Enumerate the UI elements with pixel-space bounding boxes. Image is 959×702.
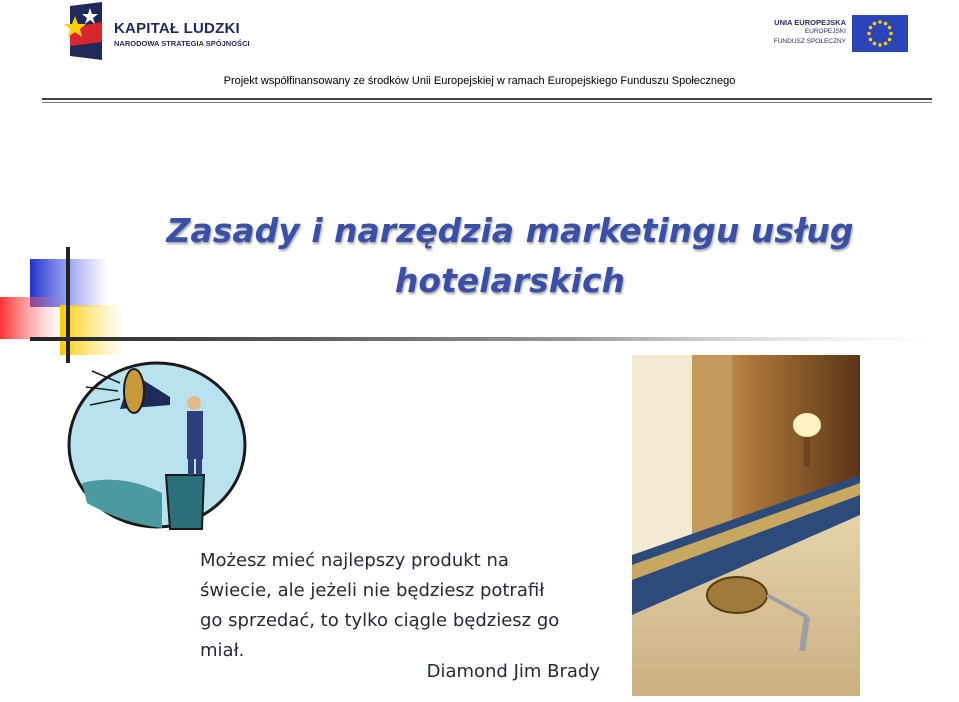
- logo-subtitle: NARODOWA STRATEGIA SPÓJNOŚCI: [114, 39, 250, 48]
- title-line-1: Zasady i narzędzia marketingu usług: [166, 211, 854, 250]
- slide-title: [140, 206, 880, 306]
- quote-line-3: go sprzedać, to tylko ciągle będziesz go: [200, 610, 560, 631]
- megaphone-man-clipart: [62, 353, 252, 533]
- quote-line-1: Możesz mieć najlepszy produkt na: [200, 550, 509, 571]
- project-funding-text: Projekt współfinansowany ze środków Unii Europejskiej w ramach Europejskiego Funduszu Społecznego: [223, 75, 736, 87]
- eu-label-line1: UNIA EUROPEJSKA: [774, 18, 846, 27]
- eu-label-line2: EUROPEJSKI: [804, 28, 846, 35]
- hotel-room-photo: [632, 355, 860, 696]
- header-divider-thin: [42, 102, 932, 103]
- title-line-2: hotelarskich: [394, 261, 626, 300]
- quote-text: [200, 546, 600, 666]
- eu-flag-icon: [852, 15, 908, 52]
- eu-label-line3: FUNDUSZ SPOŁECZNY: [773, 38, 846, 45]
- quote-author: Diamond Jim Brady: [426, 661, 600, 682]
- quote-line-2: świecie, ale jeżeli nie będziesz potrafił: [200, 580, 545, 601]
- logo-title: KAPITAŁ LUDZKI: [114, 20, 240, 37]
- quote-line-4: miał.: [200, 640, 245, 661]
- header-divider: [42, 98, 932, 100]
